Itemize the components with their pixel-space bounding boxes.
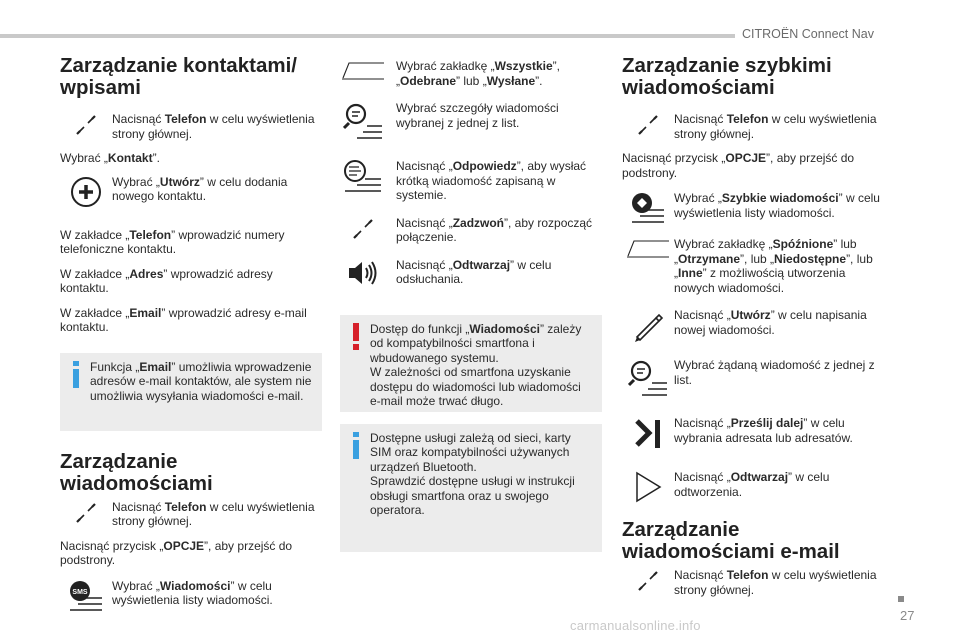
info-note: Dostępne usługi zależą od sieci, karty SIM oraz kompatybilności używanych urządzeń Bluetooth. Sprawdzić dostępne usługi w instrukcji obsługi smartfona oraz u swojego operatora. bbox=[340, 424, 602, 552]
quick-message-list-icon bbox=[622, 190, 674, 226]
section-title-messages: Zarządzanie wiadomościami bbox=[60, 449, 213, 495]
step-messages bbox=[60, 578, 322, 614]
step-text: Nacisnąć „Odtwarzaj” w celu odsłuchania. bbox=[396, 257, 552, 286]
step-press-phone-3 bbox=[622, 111, 884, 141]
info-icon bbox=[69, 361, 83, 389]
step-play bbox=[622, 469, 884, 503]
speaker-icon bbox=[340, 257, 386, 287]
step-text: Wybrać żądaną wiadomość z jednej z list. bbox=[674, 358, 875, 387]
paragraph: Nacisnąć przycisk „OPCJE”, aby przejść do podstrony. bbox=[60, 538, 293, 567]
step-tabs bbox=[340, 58, 602, 88]
forward-icon bbox=[622, 415, 674, 451]
play-icon bbox=[622, 469, 674, 503]
phone-icon bbox=[622, 111, 674, 137]
step-text: Nacisnąć Telefon w celu wyświetlenia strony głównej. bbox=[112, 112, 315, 141]
phone-icon bbox=[60, 499, 112, 525]
column-1 bbox=[60, 55, 322, 614]
tab-bar-icon bbox=[622, 236, 674, 258]
step-text: Wybrać zakładkę „Spóźnione” lub „Otrzymane”, lub „Niedostępne”, lub „Inne” z możliwością utworzenia nowych wiadomości. bbox=[674, 237, 873, 295]
phone-icon bbox=[60, 111, 112, 137]
paragraph: Wybrać „Kontakt”. bbox=[60, 151, 160, 165]
step-text: Wybrać „Utwórz” w celu dodania nowego kontaktu. bbox=[112, 174, 288, 203]
warning-note: Dostęp do funkcji „Wiadomości” zależy od kompatybilności smartfona i wbudowanego systemu. W zależności od smartfona uzyskanie dostępu do wiadomości lub wiadomości e-mail może trwać długo. bbox=[340, 315, 602, 412]
step-details bbox=[340, 100, 602, 140]
search-list-icon bbox=[340, 100, 386, 140]
step-tabs-quick bbox=[622, 236, 884, 295]
step-create-message bbox=[622, 307, 884, 343]
step-listen bbox=[340, 257, 602, 287]
step-text: Nacisnąć Telefon w celu wyświetlenia strony głównej. bbox=[112, 499, 315, 528]
step-press-phone-4 bbox=[622, 567, 884, 597]
paragraph: W zakładce „Email” wprowadzić adresy e-mail kontaktu. bbox=[60, 305, 307, 334]
column-2 bbox=[340, 58, 602, 552]
step-press-phone-2 bbox=[60, 499, 322, 529]
sms-label: SMS bbox=[72, 588, 88, 596]
tab-bar-icon bbox=[340, 58, 386, 80]
step-forward bbox=[622, 415, 884, 451]
pencil-icon bbox=[622, 307, 674, 343]
paragraph: W zakładce „Telefon” wprowadzić numery telefoniczne kontaktu. bbox=[60, 227, 285, 256]
page-number: 27 bbox=[900, 608, 915, 623]
step-select-message bbox=[622, 357, 884, 397]
step-create bbox=[60, 174, 322, 208]
step-text: Nacisnąć „Prześlij dalej” w celu wybrania adresata lub adresatów. bbox=[674, 416, 853, 445]
sms-list-icon bbox=[60, 578, 112, 614]
info-note: Funkcja „Email” umożliwia wprowadzenie adresów e-mail kontaktów, ale system nie umożliwia wysyłania wiadomości e-mail. bbox=[60, 353, 322, 431]
step-call bbox=[340, 215, 602, 245]
step-press-phone bbox=[60, 111, 322, 141]
page-marker bbox=[898, 596, 904, 602]
warning-icon bbox=[349, 323, 363, 351]
watermark: carmanualsonline.info bbox=[570, 618, 701, 633]
step-text: Wybrać zakładkę „Wszystkie”, „Odebrane” lub „Wysłane”. bbox=[396, 59, 560, 88]
step-text: Nacisnąć „Odtwarzaj” w celu odtworzenia. bbox=[674, 470, 830, 499]
section-title-quick-messages: Zarządzanie szybkimi wiadomościami bbox=[622, 54, 832, 99]
section-title-email: Zarządzanie wiadomościami e-mail bbox=[622, 518, 840, 563]
step-text: Wybrać „Szybkie wiadomości” w celu wyświetlenia listy wiadomości. bbox=[674, 191, 880, 220]
step-text: Nacisnąć „Utwórz” w celu napisania nowej wiadomości. bbox=[674, 308, 867, 337]
step-text: Nacisnąć Telefon w celu wyświetlenia strony głównej. bbox=[674, 568, 877, 597]
step-text: Nacisnąć Telefon w celu wyświetlenia strony głównej. bbox=[674, 112, 877, 141]
phone-icon bbox=[622, 567, 674, 593]
search-list-icon bbox=[622, 357, 674, 397]
add-circle-icon bbox=[60, 174, 112, 208]
header-rule bbox=[0, 34, 735, 38]
column-3 bbox=[622, 55, 884, 597]
step-text: Nacisnąć „Zadzwoń”, aby rozpocząć połączenie. bbox=[396, 215, 593, 244]
section-title-contacts: Zarządzanie kontaktami/ wpisami bbox=[60, 54, 297, 99]
step-text: Wybrać szczegóły wiadomości wybranej z jednej z list. bbox=[396, 101, 559, 130]
paragraph: W zakładce „Adres” wprowadzić adresy kontaktu. bbox=[60, 266, 273, 295]
paragraph: Nacisnąć przycisk „OPCJE”, aby przejść do podstrony. bbox=[622, 151, 855, 180]
document-header: CITROËN Connect Nav bbox=[742, 27, 874, 41]
step-text: Wybrać „Wiadomości” w celu wyświetlenia listy wiadomości. bbox=[112, 578, 273, 607]
step-quick-messages bbox=[622, 190, 884, 226]
reply-list-icon bbox=[340, 158, 386, 194]
top-bar bbox=[0, 0, 960, 40]
phone-icon bbox=[340, 215, 386, 241]
step-reply bbox=[340, 158, 602, 203]
step-text: Nacisnąć „Odpowiedz”, aby wysłać krótką wiadomość zapisaną w systemie. bbox=[396, 159, 587, 202]
info-icon bbox=[349, 432, 363, 460]
